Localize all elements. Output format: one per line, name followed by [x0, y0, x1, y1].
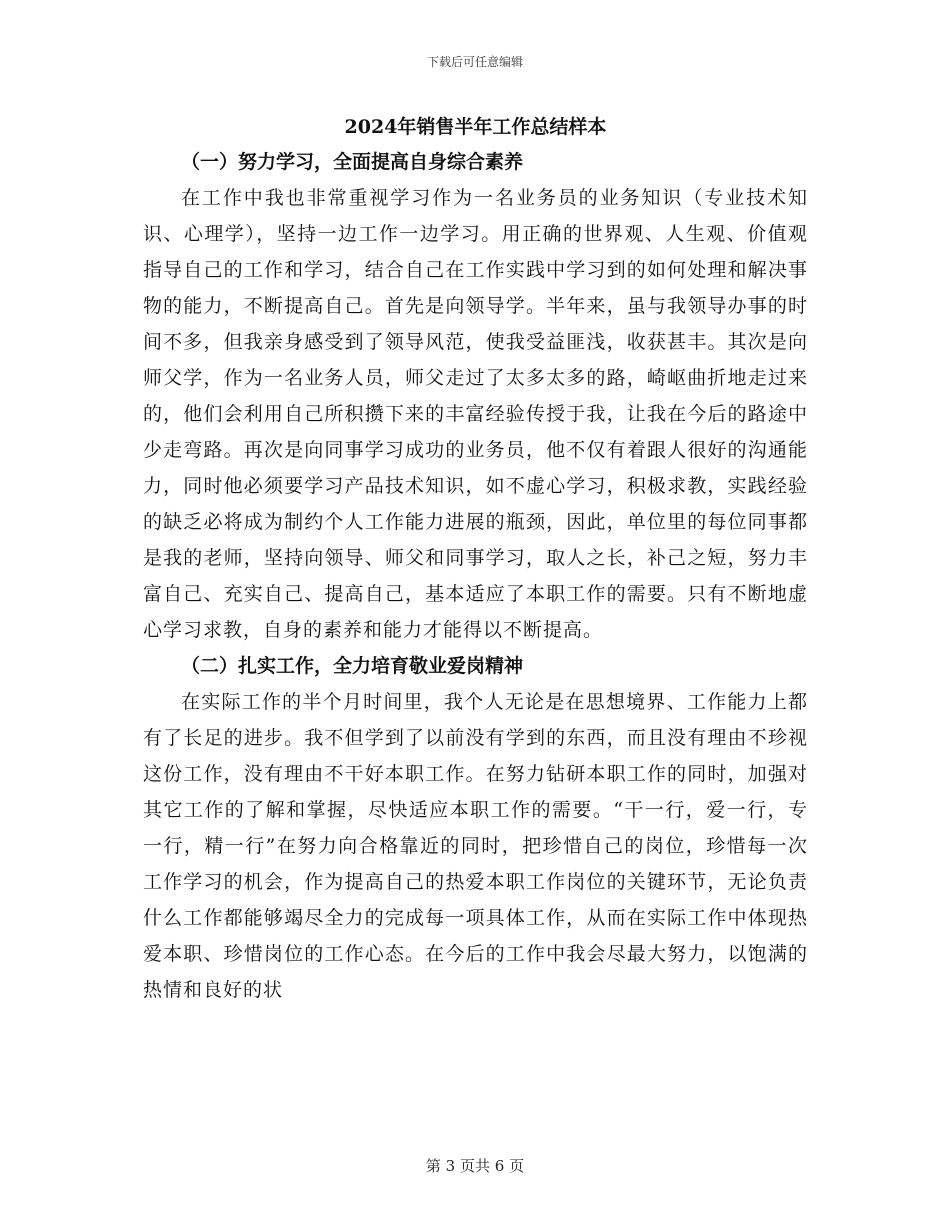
section-paragraph: 在工作中我也非常重视学习作为一名业务员的业务知识（专业技术知识、心理学），坚持一边工作一边学习。用正确的世界观、人生观、价值观指导自己的工作和学习，结合自己在工作实践中学习到的如何处理和解决事物的能力，不断提高自己。首先是向领导学。半年来，虽与我领导办事的时间不多，但我亲身感受到了领导风范，使我受益匪浅，收获甚丰。其次是向师父学，作为一名业务人员，师父走过了太多太多的路，崎岖曲折地走过来的，他们会利用自己所积攒下来的丰富经验传授于我，让我在今后的路途中少走弯路。再次是向同事学习成功的业务员，他不仅有着跟人很好的沟通能力，同时他必须要学习产品技术知识，如不虚心学习，积极求教，实践经验的缺乏必将成为制约个人工作能力进展的瓶颈，因此，单位里的每位同事都是我的老师，坚持向领导、师父和同事学习，取人之长，补己之短，努力丰富自己、充实自己、提高自己，基本适应了本职工作的需要。只有不断地虚心学习求教，自身的素养和能力才能得以不断提高。 [143, 187, 808, 641]
section-heading: （一）努力学习，全面提高自身综合素养 [181, 151, 524, 173]
document-title: 2024年销售半年工作总结样本 [344, 116, 607, 138]
section-2 [143, 648, 808, 1008]
page-number: 第 3 页共 6 页 [425, 1157, 525, 1175]
page-header-note: 下载后可任意编辑 [426, 55, 523, 69]
section-paragraph: 在实际工作的半个月时间里，我个人无论是在思想境界、工作能力上都有了长足的进步。我不但学到了以前没有学到的东西，而且没有理由不珍视这份工作，没有理由不干好本职工作。在努力钻研本职工作的同时，加强对其它工作的了解和掌握，尽快适应本职工作的需要。“干一行，爱一行，专一行，精一行”在努力向合格靠近的同时，把珍惜自己的岗位，珍惜每一次工作学习的机会，作为提高自己的热爱本职工作岗位的关键环节，无论负责什么工作都能够竭尽全力的完成每一项具体工作，从而在实际工作中体现热爱本职、珍惜岗位的工作心态。在今后的工作中我会尽最大努力，以饱满的热情和良好的状 [143, 691, 808, 1001]
section-heading: （二）扎实工作，全力培育敬业爱岗精神 [181, 655, 524, 677]
section-1 [143, 144, 808, 648]
document-body [143, 110, 808, 1008]
